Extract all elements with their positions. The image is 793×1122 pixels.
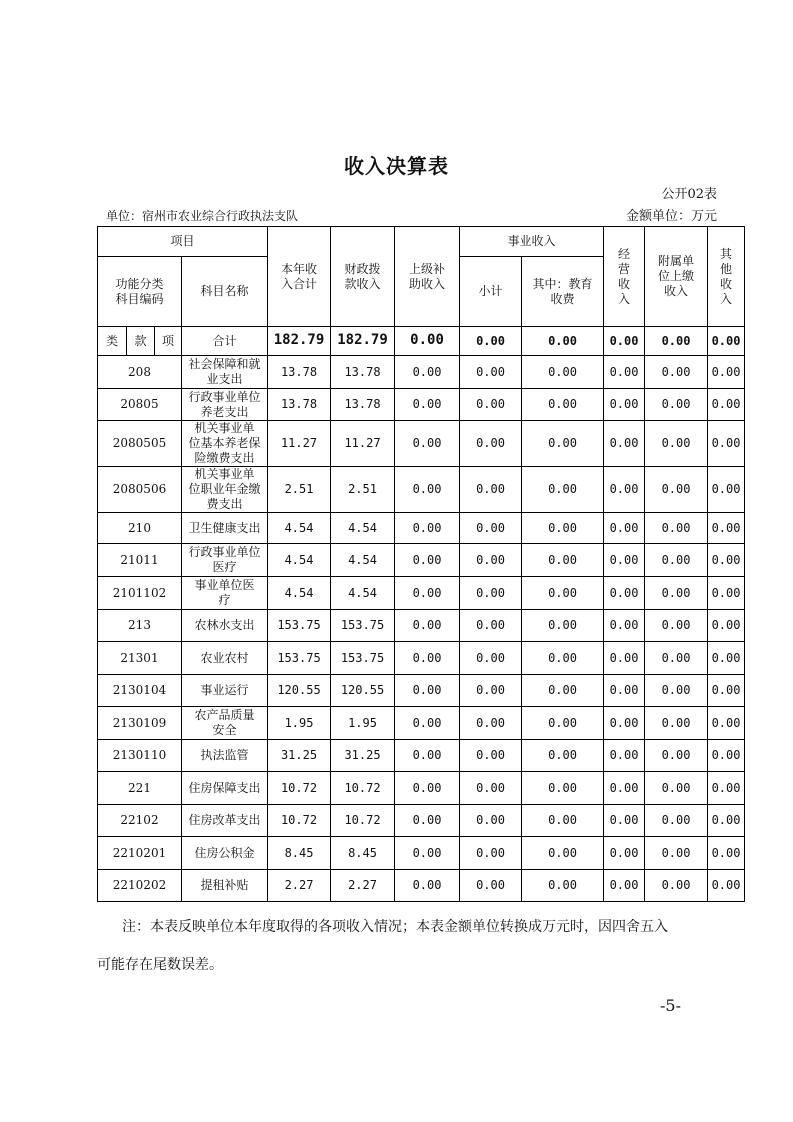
total-income-value: 182.79 [268,327,331,356]
row-affiliated-value: 0.00 [645,837,708,870]
row-subtotal-value: 0.00 [460,513,522,544]
row-subject-name: 农业农村 [182,642,268,675]
row-other-value: 0.00 [708,675,745,707]
note-line-2: 可能存在尾数误差。 [97,957,223,973]
table-row [98,421,745,467]
header-subtotal: 小计 [460,257,522,327]
row-subject-name: 卫生健康支出 [182,513,268,544]
row-total-value: 11.27 [268,421,331,467]
table-row [98,513,745,544]
table-row [98,610,745,642]
row-subtotal-value: 0.00 [460,544,522,577]
total-affiliated-value: 0.00 [645,327,708,356]
row-subject-name: 社会保障和就 业支出 [182,356,268,389]
row-subject-name: 农林水支出 [182,610,268,642]
row-other-value: 0.00 [708,642,745,675]
row-code: 2130104 [98,675,182,707]
row-code: 21301 [98,642,182,675]
table-row [98,837,745,870]
row-fiscal-value: 153.75 [331,642,395,675]
row-total-value: 4.54 [268,577,331,610]
header-function-code: 功能分类 科目编码 [98,257,182,327]
header-xiang: 项 [155,327,182,356]
note-line-1: 注：本表反映单位本年度取得的各项收入情况；本表金额单位转换成万元时，因四舍五入 [122,919,668,935]
row-code: 2080505 [98,421,182,467]
row-subsidy-value: 0.00 [395,772,460,805]
row-subject-name: 事业单位医 疗 [182,577,268,610]
row-fiscal-value: 10.72 [331,805,395,837]
row-subtotal-value: 0.00 [460,805,522,837]
row-edu-value: 0.00 [522,707,604,740]
header-subsidy-income: 上级补 助收入 [395,227,460,327]
row-code: 2210202 [98,870,182,902]
total-fiscal-value: 182.79 [331,327,395,356]
row-fiscal-value: 11.27 [331,421,395,467]
row-total-value: 4.54 [268,513,331,544]
row-code: 208 [98,356,182,389]
table-row [98,772,745,805]
row-operation-value: 0.00 [604,467,645,513]
table-row [98,467,745,513]
table-row [98,356,745,389]
row-other-value: 0.00 [708,772,745,805]
total-operation-value: 0.00 [604,327,645,356]
page-number: -5- [660,996,681,1015]
row-edu-value: 0.00 [522,467,604,513]
table-row [98,707,745,740]
row-operation-value: 0.00 [604,642,645,675]
row-other-value: 0.00 [708,356,745,389]
row-code: 2080506 [98,467,182,513]
row-subtotal-value: 0.00 [460,610,522,642]
row-subtotal-value: 0.00 [460,837,522,870]
total-subsidy-value: 0.00 [395,327,460,356]
row-fiscal-value: 2.27 [331,870,395,902]
row-other-value: 0.00 [708,740,745,772]
row-total-value: 10.72 [268,805,331,837]
row-edu-value: 0.00 [522,805,604,837]
row-fiscal-value: 8.45 [331,837,395,870]
total-subtotal-value: 0.00 [460,327,522,356]
total-edu-value: 0.00 [522,327,604,356]
amount-unit-label: 金额单位：万元 [625,209,717,224]
row-subsidy-value: 0.00 [395,421,460,467]
header-operation-income: 经 营 收 入 [604,227,645,327]
row-affiliated-value: 0.00 [645,772,708,805]
row-fiscal-value: 120.55 [331,675,395,707]
row-edu-value: 0.00 [522,389,604,421]
row-edu-value: 0.00 [522,544,604,577]
form-number: 公开02表 [661,187,717,202]
table-row [98,389,745,421]
row-subtotal-value: 0.00 [460,467,522,513]
row-subject-name: 住房保障支出 [182,772,268,805]
header-education-fee: 其中：教育 收费 [522,257,604,327]
row-total-value: 2.51 [268,467,331,513]
row-operation-value: 0.00 [604,805,645,837]
row-subsidy-value: 0.00 [395,356,460,389]
row-operation-value: 0.00 [604,421,645,467]
row-other-value: 0.00 [708,467,745,513]
row-operation-value: 0.00 [604,577,645,610]
row-other-value: 0.00 [708,610,745,642]
total-label: 合计 [182,327,268,356]
header-subject-name: 科目名称 [182,257,268,327]
row-subsidy-value: 0.00 [395,805,460,837]
row-subsidy-value: 0.00 [395,513,460,544]
row-subsidy-value: 0.00 [395,675,460,707]
row-subject-name: 机关事业单 位职业年金缴 费支出 [182,467,268,513]
row-affiliated-value: 0.00 [645,513,708,544]
header-kuan: 款 [127,327,155,356]
row-subject-name: 行政事业单位 医疗 [182,544,268,577]
row-fiscal-value: 4.54 [331,544,395,577]
row-edu-value: 0.00 [522,610,604,642]
table-row [98,642,745,675]
header-affiliated-income: 附属单 位上缴 收入 [645,227,708,327]
row-fiscal-value: 31.25 [331,740,395,772]
row-operation-value: 0.00 [604,837,645,870]
row-fiscal-value: 10.72 [331,772,395,805]
header-project: 项目 [98,227,268,257]
row-other-value: 0.00 [708,837,745,870]
row-subject-name: 执法监管 [182,740,268,772]
row-total-value: 153.75 [268,642,331,675]
table-row [98,577,745,610]
row-total-value: 1.95 [268,707,331,740]
row-subsidy-value: 0.00 [395,610,460,642]
row-affiliated-value: 0.00 [645,740,708,772]
row-edu-value: 0.00 [522,740,604,772]
row-subject-name: 机关事业单 位基本养老保 险缴费支出 [182,421,268,467]
row-other-value: 0.00 [708,513,745,544]
row-subject-name: 住房公积金 [182,837,268,870]
row-affiliated-value: 0.00 [645,610,708,642]
row-subsidy-value: 0.00 [395,870,460,902]
row-other-value: 0.00 [708,389,745,421]
row-edu-value: 0.00 [522,513,604,544]
table-row [98,675,745,707]
table-row [98,870,745,902]
row-subtotal-value: 0.00 [460,421,522,467]
row-subtotal-value: 0.00 [460,772,522,805]
header-lei: 类 [98,327,127,356]
row-code: 2210201 [98,837,182,870]
row-operation-value: 0.00 [604,772,645,805]
row-subject-name: 农产品质量 安全 [182,707,268,740]
row-operation-value: 0.00 [604,870,645,902]
row-subsidy-value: 0.00 [395,577,460,610]
row-subtotal-value: 0.00 [460,740,522,772]
row-total-value: 13.78 [268,356,331,389]
row-subject-name: 提租补贴 [182,870,268,902]
row-operation-value: 0.00 [604,610,645,642]
row-operation-value: 0.00 [604,544,645,577]
row-subtotal-value: 0.00 [460,675,522,707]
row-fiscal-value: 1.95 [331,707,395,740]
row-subtotal-value: 0.00 [460,577,522,610]
unit-label: 单位：宿州市农业综合行政执法支队 [106,209,299,223]
row-subsidy-value: 0.00 [395,740,460,772]
row-fiscal-value: 13.78 [331,356,395,389]
total-row [98,327,745,356]
row-affiliated-value: 0.00 [645,467,708,513]
row-code: 2101102 [98,577,182,610]
row-subsidy-value: 0.00 [395,837,460,870]
row-subject-name: 事业运行 [182,675,268,707]
row-subject-name: 行政事业单位 养老支出 [182,389,268,421]
row-subsidy-value: 0.00 [395,707,460,740]
row-fiscal-value: 2.51 [331,467,395,513]
row-fiscal-value: 153.75 [331,610,395,642]
row-subject-name: 住房改革支出 [182,805,268,837]
row-affiliated-value: 0.00 [645,389,708,421]
row-total-value: 13.78 [268,389,331,421]
row-other-value: 0.00 [708,707,745,740]
row-code: 2130110 [98,740,182,772]
row-affiliated-value: 0.00 [645,544,708,577]
row-affiliated-value: 0.00 [645,421,708,467]
row-total-value: 120.55 [268,675,331,707]
row-subtotal-value: 0.00 [460,642,522,675]
header-total-income: 本年收 入合计 [268,227,331,327]
row-other-value: 0.00 [708,421,745,467]
row-code: 20805 [98,389,182,421]
row-code: 221 [98,772,182,805]
page-title: 收入决算表 [344,154,449,178]
header-fiscal-income: 财政拨 款收入 [331,227,395,327]
row-affiliated-value: 0.00 [645,870,708,902]
row-other-value: 0.00 [708,544,745,577]
row-edu-value: 0.00 [522,772,604,805]
header-business-income: 事业收入 [460,227,604,257]
row-subtotal-value: 0.00 [460,870,522,902]
income-table [97,226,745,902]
row-operation-value: 0.00 [604,513,645,544]
row-other-value: 0.00 [708,577,745,610]
row-code: 21011 [98,544,182,577]
row-other-value: 0.00 [708,805,745,837]
row-code: 210 [98,513,182,544]
row-subsidy-value: 0.00 [395,389,460,421]
row-code: 22102 [98,805,182,837]
row-subsidy-value: 0.00 [395,642,460,675]
row-subtotal-value: 0.00 [460,356,522,389]
row-code: 213 [98,610,182,642]
row-total-value: 4.54 [268,544,331,577]
row-affiliated-value: 0.00 [645,805,708,837]
row-edu-value: 0.00 [522,421,604,467]
row-edu-value: 0.00 [522,577,604,610]
row-affiliated-value: 0.00 [645,707,708,740]
row-subsidy-value: 0.00 [395,467,460,513]
row-subtotal-value: 0.00 [460,707,522,740]
row-total-value: 10.72 [268,772,331,805]
row-code: 2130109 [98,707,182,740]
row-affiliated-value: 0.00 [645,675,708,707]
row-edu-value: 0.00 [522,837,604,870]
row-affiliated-value: 0.00 [645,642,708,675]
row-fiscal-value: 4.54 [331,513,395,544]
row-edu-value: 0.00 [522,675,604,707]
row-affiliated-value: 0.00 [645,356,708,389]
row-edu-value: 0.00 [522,642,604,675]
row-operation-value: 0.00 [604,356,645,389]
row-edu-value: 0.00 [522,870,604,902]
row-total-value: 153.75 [268,610,331,642]
header-other-income: 其 他 收 入 [708,227,745,327]
row-total-value: 8.45 [268,837,331,870]
row-total-value: 31.25 [268,740,331,772]
row-other-value: 0.00 [708,870,745,902]
table-row [98,805,745,837]
table-row [98,740,745,772]
row-operation-value: 0.00 [604,389,645,421]
row-total-value: 2.27 [268,870,331,902]
table-row [98,544,745,577]
row-subtotal-value: 0.00 [460,389,522,421]
row-affiliated-value: 0.00 [645,577,708,610]
row-subsidy-value: 0.00 [395,544,460,577]
row-operation-value: 0.00 [604,707,645,740]
row-operation-value: 0.00 [604,740,645,772]
total-other-value: 0.00 [708,327,745,356]
row-fiscal-value: 13.78 [331,389,395,421]
row-operation-value: 0.00 [604,675,645,707]
row-fiscal-value: 4.54 [331,577,395,610]
row-edu-value: 0.00 [522,356,604,389]
